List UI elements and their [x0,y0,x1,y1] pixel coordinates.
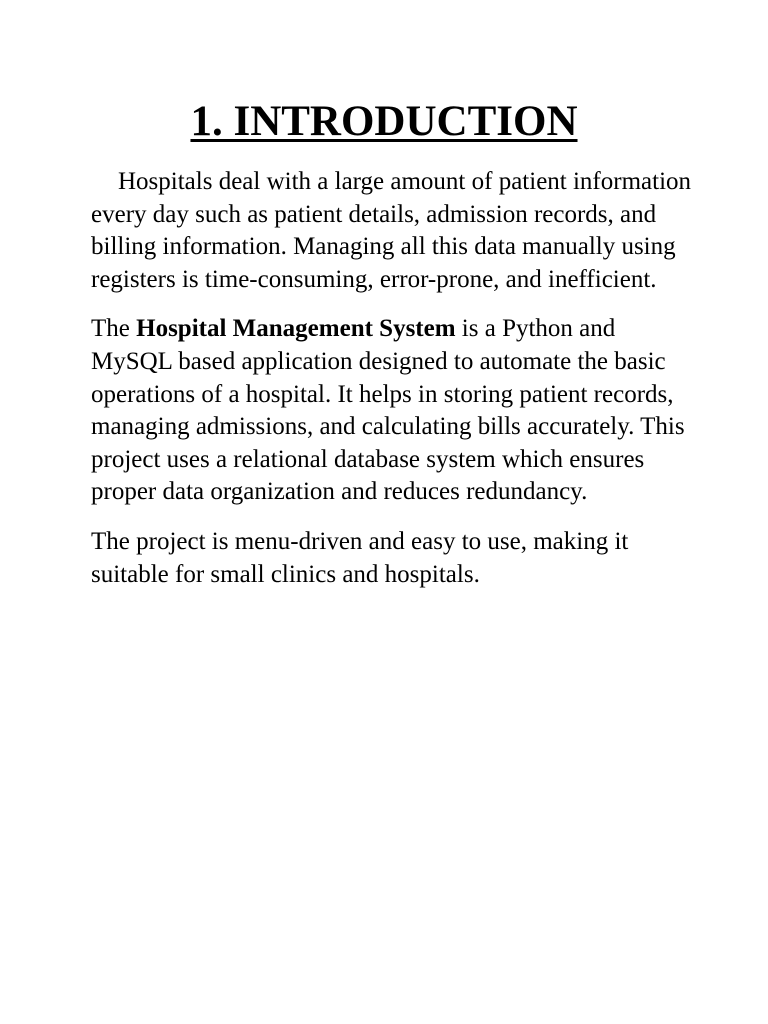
system-name-bold: Hospital Management System [136,315,456,343]
intro-paragraph-1: Hospitals deal with a large amount of patient information every day such as patient details, admission records, and billing information. Managing all this data manually using registers is time-consuming, error-prone, and inefficient. [91,168,692,293]
paragraph-2-rest: is a Python and MySQL based application designed to automate the basic operations of a hospital. It helps in storing patient records, managing admissions, and calculating bills accurately. This project uses a relational database system which ensures proper data organization and reduces redundancy. [91,315,685,506]
document-body [91,166,691,608]
intro-paragraph-2 [91,313,691,509]
paragraph-2-lead: The [91,315,137,343]
page-title: 1. INTRODUCTION [190,98,578,145]
intro-paragraph-3: The project is menu-driven and easy to use, making it suitable for small clinics and hospitals. [91,527,629,588]
